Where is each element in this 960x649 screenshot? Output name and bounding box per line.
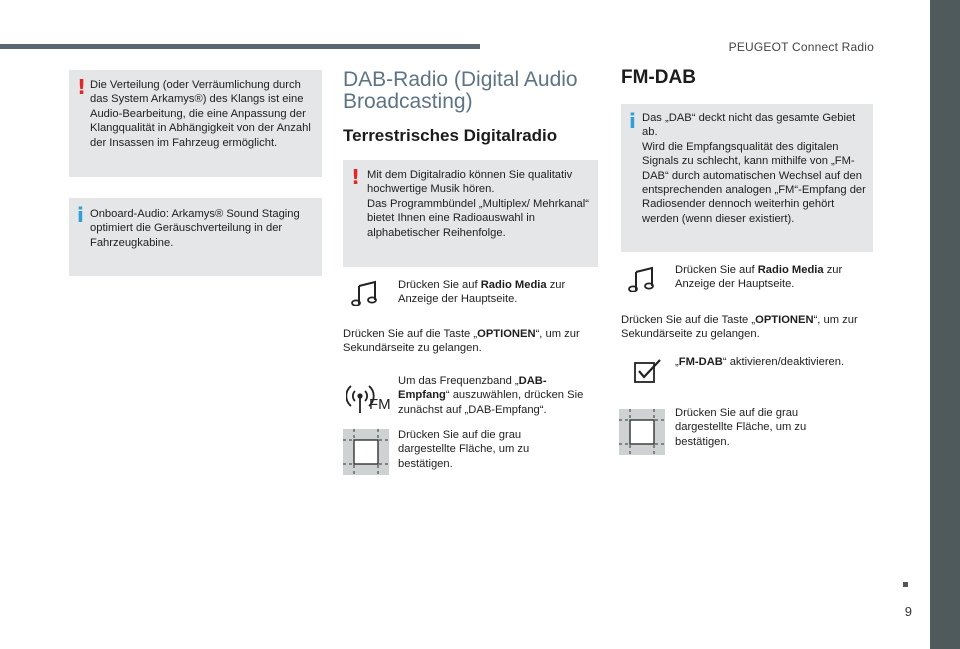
checkbox-icon bbox=[634, 358, 662, 384]
running-header: PEUGEOT Connect Radio bbox=[728, 40, 874, 54]
step-dab-band: Um das Frequenzband „DAB-Empfang“ auszuwählen, drücken Sie zunächst auf „DAB-Empfang“. bbox=[398, 375, 584, 416]
header-rule bbox=[0, 44, 480, 49]
page-number: 9 bbox=[904, 604, 912, 619]
warning-note-arkamys bbox=[69, 70, 322, 177]
note-text: Onboard-Audio: Arkamys® Sound Staging optimiert die Geräuschverteilung in der Fahrzeugkabine. bbox=[90, 208, 300, 249]
music-note-icon bbox=[628, 266, 658, 292]
exclamation-icon: ! bbox=[351, 165, 361, 189]
step-options: Drücken Sie auf die Taste „OPTIONEN“, um zur Sekundärseite zu gelangen. bbox=[343, 328, 580, 355]
info-note-sound-staging bbox=[69, 198, 322, 276]
step-options: Drücken Sie auf die Taste „OPTIONEN“, um zur Sekundärseite zu gelangen. bbox=[621, 314, 858, 341]
subsection-title-digital-radio: Terrestrisches Digitalradio bbox=[343, 126, 558, 145]
step-toggle-fm-dab: „FM-DAB“ aktivieren/deaktivieren. bbox=[675, 356, 845, 368]
info-icon: i bbox=[629, 109, 636, 133]
grey-area-icon bbox=[343, 429, 389, 475]
note-text: Mit dem Digitalradio können Sie qualitativ hochwertige Musik hören. Das Programmbündel „Multiplex/ Mehrkanal“ bietet Ihnen eine Radioauswahl in alphabetischer Reihenfolge. bbox=[367, 169, 589, 239]
continuation-marker bbox=[903, 582, 908, 587]
dab-empfang-label: DAB-Empfang bbox=[398, 375, 547, 402]
step-radio-media: Drücken Sie auf Radio Media zur Anzeige der Hauptseite. bbox=[675, 264, 843, 291]
section-title-dab: DAB-Radio (Digital Audio Broadcasting) bbox=[343, 68, 578, 113]
note-text: Das „DAB“ deckt nicht das gesamte Gebiet ab. Wird die Empfangsqualität des digitalen Signals zu schlecht, kann mithilfe von „FM-DAB“ durch automatischen Wechsel auf den entsprechenden analogen „FM“-Empfang der Radiosender dennoch weiterhin gehört werden (wenn dieser existiert). bbox=[642, 112, 866, 225]
exclamation-icon: ! bbox=[77, 75, 87, 99]
step-confirm: Drücken Sie auf die grau dargestellte Fläche, um zu bestätigen. bbox=[398, 429, 530, 470]
fm-label: FM bbox=[369, 396, 391, 413]
side-strip bbox=[930, 0, 960, 649]
section-title-fm-dab: FM-DAB bbox=[621, 67, 696, 88]
options-label: OPTIONEN bbox=[477, 328, 536, 340]
options-label: OPTIONEN bbox=[755, 314, 814, 326]
info-note-fm-dab bbox=[621, 104, 873, 252]
step-confirm: Drücken Sie auf die grau dargestellte Fläche, um zu bestätigen. bbox=[675, 407, 807, 448]
warning-note-digital-radio bbox=[343, 160, 598, 267]
fm-antenna-icon bbox=[346, 380, 390, 414]
radio-media-label: Radio Media bbox=[757, 264, 824, 276]
step-radio-media: Drücken Sie auf Radio Media zur Anzeige der Hauptseite. bbox=[398, 279, 566, 306]
info-icon: i bbox=[77, 203, 84, 227]
fm-dab-label: FM-DAB bbox=[678, 356, 723, 368]
note-text: Die Verteilung (oder Verräumlichung durch das System Arkamys®) des Klangs ist eine Audio-Bearbeitung, die eine Anpassung der Klangqualität in Abhängigkeit von der Anzahl der Insassen im Fahrzeug ermöglicht. bbox=[90, 79, 311, 149]
music-note-icon bbox=[351, 280, 381, 306]
radio-media-label: Radio Media bbox=[480, 279, 547, 291]
grey-area-icon bbox=[619, 409, 665, 455]
